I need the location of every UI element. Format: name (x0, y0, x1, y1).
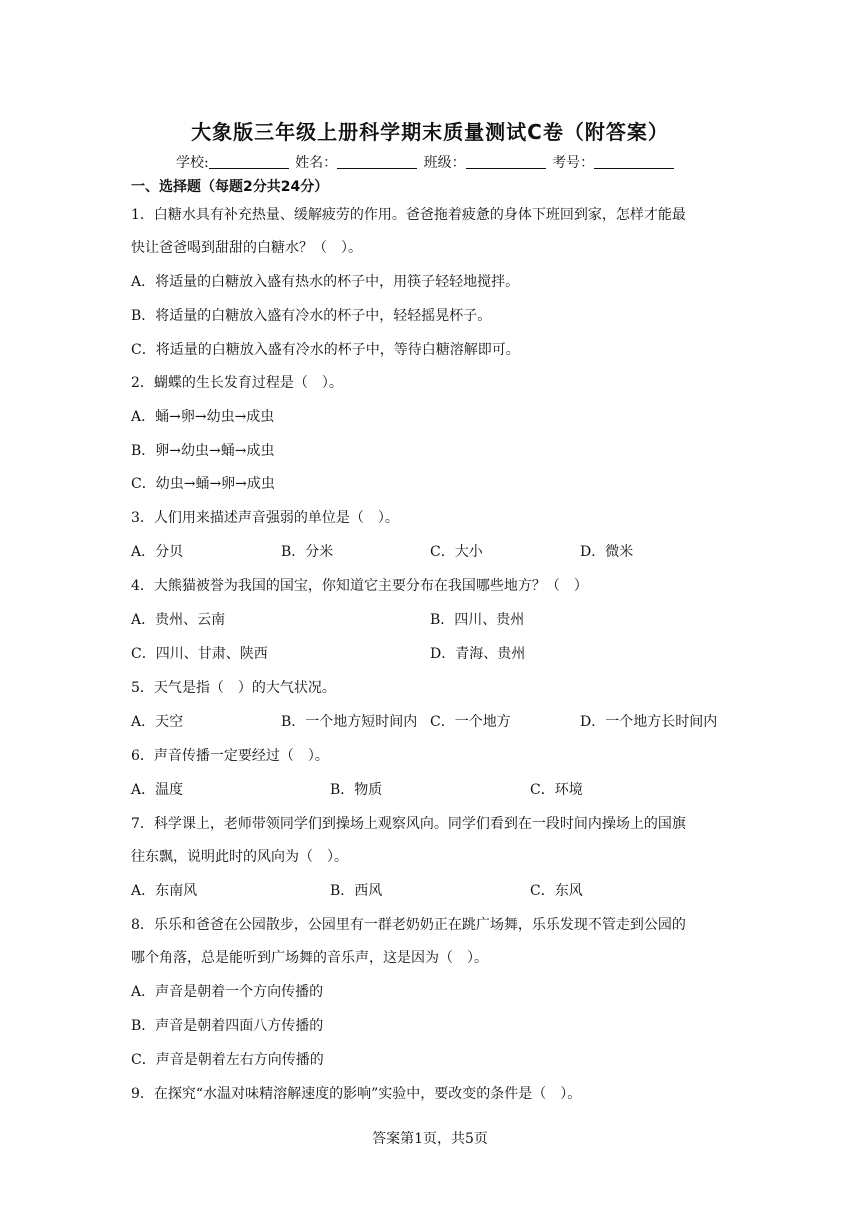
question-1-option-b[interactable]: B．将适量的白糖放入盛有冷水的杯子中，轻轻摇晃杯子。 (131, 308, 492, 324)
page-title: 大象版三年级上册科学期末质量测试C卷（附答案） (191, 120, 669, 144)
question-6-stem: 6．声音传播一定要经过（ ）。 (131, 748, 329, 764)
question-8-option-b[interactable]: B．声音是朝着四面八方传播的 (131, 1018, 324, 1034)
question-7-option-a[interactable]: A．东南风 (131, 883, 198, 899)
question-7-option-b[interactable]: B．西风 (330, 883, 383, 899)
question-4-option-a[interactable]: A．贵州、云南 (131, 612, 226, 628)
student-info-line (176, 152, 676, 172)
question-2-option-b[interactable]: B．卵→幼虫→蛹→成虫 (131, 443, 275, 459)
question-8-option-c[interactable]: C．声音是朝着左右方向传播的 (131, 1052, 324, 1068)
name-blank[interactable] (337, 154, 417, 169)
question-3-option-c[interactable]: C．大小 (430, 544, 483, 560)
question-4-stem: 4．大熊猫被誉为我国的国宝，你知道它主要分布在我国哪些地方？（ ） (131, 578, 588, 594)
question-5-option-b[interactable]: B．一个地方短时间内 (281, 714, 418, 730)
question-3-option-a[interactable]: A．分贝 (131, 544, 184, 560)
question-6-option-b[interactable]: B．物质 (330, 782, 383, 798)
question-8-stem-line1: 8．乐乐和爸爸在公园散步，公园里有一群老奶奶正在跳广场舞，乐乐发现不管走到公园的 (131, 917, 686, 933)
question-4-option-b[interactable]: B．四川、贵州 (430, 612, 525, 628)
page-footer: 答案第1页，共5页 (372, 1131, 488, 1147)
question-2-stem: 2．蝴蝶的生长发育过程是（ ）。 (131, 375, 343, 391)
question-7-stem-line1: 7．科学课上，老师带领同学们到操场上观察风向。同学们看到在一段时间内操场上的国旗 (131, 816, 686, 832)
question-1-option-a[interactable]: A．将适量的白糖放入盛有热水的杯子中，用筷子轻轻地搅拌。 (131, 274, 520, 290)
name-label: 姓名： (295, 155, 338, 171)
question-6-option-a[interactable]: A．温度 (131, 782, 184, 798)
question-6-option-c[interactable]: C．环境 (530, 782, 583, 798)
section-heading: 一、选择题（每题2分共24分） (131, 179, 329, 195)
question-1-option-c[interactable]: C．将适量的白糖放入盛有冷水的杯子中，等待白糖溶解即可。 (131, 342, 520, 358)
question-5-stem: 5．天气是指（ ）的大气状况。 (131, 680, 336, 696)
question-1-stem-line2: 快让爸爸喝到甜甜的白糖水？（ ）。 (131, 240, 362, 256)
exam-number-label: 考号： (552, 155, 595, 171)
class-label: 班级： (423, 155, 466, 171)
school-blank[interactable] (209, 154, 289, 169)
exam-number-blank[interactable] (594, 154, 674, 169)
school-label: 学校: (176, 155, 209, 171)
question-3-option-b[interactable]: B．分米 (281, 544, 334, 560)
question-5-option-a[interactable]: A．天空 (131, 714, 184, 730)
class-blank[interactable] (466, 154, 546, 169)
question-2-option-c[interactable]: C．幼虫→蛹→卵→成虫 (131, 476, 275, 492)
question-4-option-d[interactable]: D．青海、贵州 (430, 646, 526, 662)
question-9-stem: 9．在探究“水温对味精溶解速度的影响”实验中，要改变的条件是（ ）。 (131, 1086, 582, 1102)
question-2-option-a[interactable]: A．蛹→卵→幼虫→成虫 (131, 409, 275, 425)
question-7-option-c[interactable]: C．东风 (530, 883, 583, 899)
question-5-option-c[interactable]: C．一个地方 (430, 714, 511, 730)
question-8-stem-line2: 哪个角落，总是能听到广场舞的音乐声，这是因为（ ）。 (131, 950, 488, 966)
question-3-stem: 3．人们用来描述声音强弱的单位是（ ）。 (131, 510, 399, 526)
question-7-stem-line2: 往东飘，说明此时的风向为（ ）。 (131, 849, 348, 865)
question-5-option-d[interactable]: D．一个地方长时间内 (580, 714, 718, 730)
question-3-option-d[interactable]: D．微米 (580, 544, 634, 560)
question-4-option-c[interactable]: C．四川、甘肃、陕西 (131, 646, 268, 662)
question-8-option-a[interactable]: A．声音是朝着一个方向传播的 (131, 984, 324, 1000)
question-1-stem-line1: 1．白糖水具有补充热量、缓解疲劳的作用。爸爸拖着疲惫的身体下班回到家，怎样才能最 (131, 207, 686, 223)
